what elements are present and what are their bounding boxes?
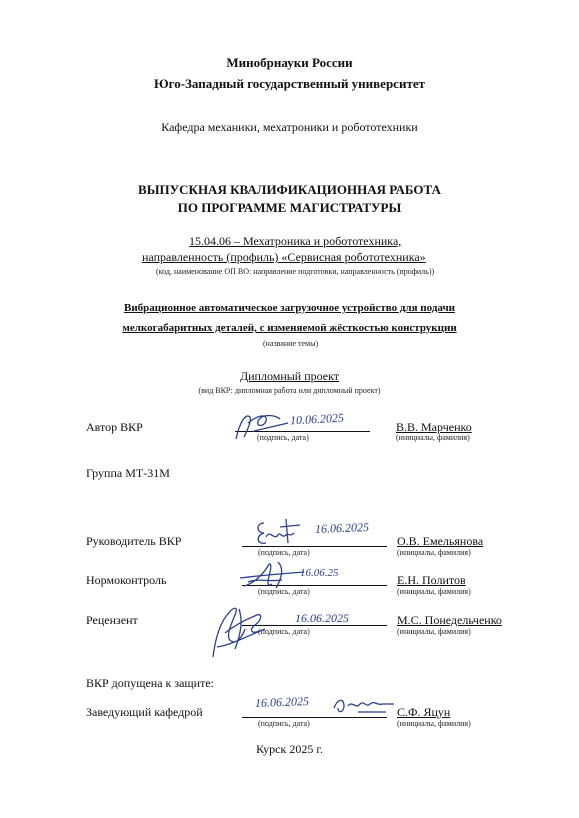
author-sign-caption: (подпись, дата) <box>257 433 309 442</box>
program-caption: (код, наименование ОП ВО: направление подготовки, направленность (профиль)) <box>156 267 435 276</box>
head-sign-date: 16.06.2025 <box>254 694 310 710</box>
reviewer-name-caption: (инициалы, фамилия) <box>397 627 471 636</box>
head-signature <box>330 692 396 718</box>
department-name: Кафедра механики, мехатроники и робототехники <box>161 120 418 134</box>
supervisor-sign-caption: (подпись, дата) <box>258 548 310 557</box>
reviewer-sign-caption: (подпись, дата) <box>258 627 310 636</box>
work-title-line2: ПО ПРОГРАММЕ МАГИСТРАТУРЫ <box>177 200 402 215</box>
author-name: В.В. Марченко <box>396 420 472 434</box>
author-name-caption: (инициалы, фамилия) <box>396 433 470 442</box>
normcontrol-label: Нормоконтроль <box>86 573 167 587</box>
head-name-caption: (инициалы, фамилия) <box>397 719 471 728</box>
work-type-caption: (вид ВКР: дипломная работа или дипломный проект) <box>198 386 381 395</box>
supervisor-name: О.В. Емельянова <box>397 534 484 548</box>
group-label: Группа МТ-31М <box>86 466 170 480</box>
supervisor-signature <box>252 515 312 549</box>
supervisor-label: Руководитель ВКР <box>86 534 182 548</box>
normcontrol-name-caption: (инициалы, фамилия) <box>397 587 471 596</box>
author-label: Автор ВКР <box>86 420 143 434</box>
ministry-name: Минобрнауки России <box>226 55 353 70</box>
admission-text: ВКР допущена к защите: <box>86 676 214 690</box>
reviewer-label: Рецензент <box>86 613 138 627</box>
supervisor-sign-date: 16.06.2025 <box>314 520 370 536</box>
topic-caption: (название темы) <box>263 339 319 348</box>
work-type-value: Дипломный проект <box>239 369 340 383</box>
program-profile: направленность (профиль) «Сервисная робототехника» <box>142 250 426 264</box>
reviewer-sign-date: 16.06.2025 <box>295 611 349 625</box>
university-name: Юго-Западный государственный университет <box>154 76 425 91</box>
author-signature <box>232 409 292 443</box>
city-year: Курск 2025 г. <box>256 742 323 756</box>
normcontrol-sign-date: 16.06.25 <box>300 567 339 579</box>
author-sign-date: 10.06.2025 <box>289 410 345 428</box>
head-label: Заведующий кафедрой <box>86 705 203 719</box>
topic-line1: Вибрационное автоматическое загрузочное устройство для подачи <box>124 302 455 314</box>
program-code: 15.04.06 – Мехатроника и робототехника, <box>189 234 402 248</box>
topic-line2: мелкогабаритных деталей, с изменяемой жёсткостью конструкции <box>122 322 457 334</box>
reviewer-name: М.С. Понедельченко <box>397 613 502 627</box>
head-sign-caption: (подпись, дата) <box>258 719 310 728</box>
reviewer-signature <box>205 585 285 665</box>
supervisor-name-caption: (инициалы, фамилия) <box>397 548 471 557</box>
head-name: С.Ф. Яцун <box>397 705 451 719</box>
work-title-line1: ВЫПУСКНАЯ КВАЛИФИКАЦИОННАЯ РАБОТА <box>138 182 441 197</box>
normcontrol-sign-caption: (подпись, дата) <box>258 587 310 596</box>
normcontrol-name: Е.Н. Политов <box>397 573 466 587</box>
